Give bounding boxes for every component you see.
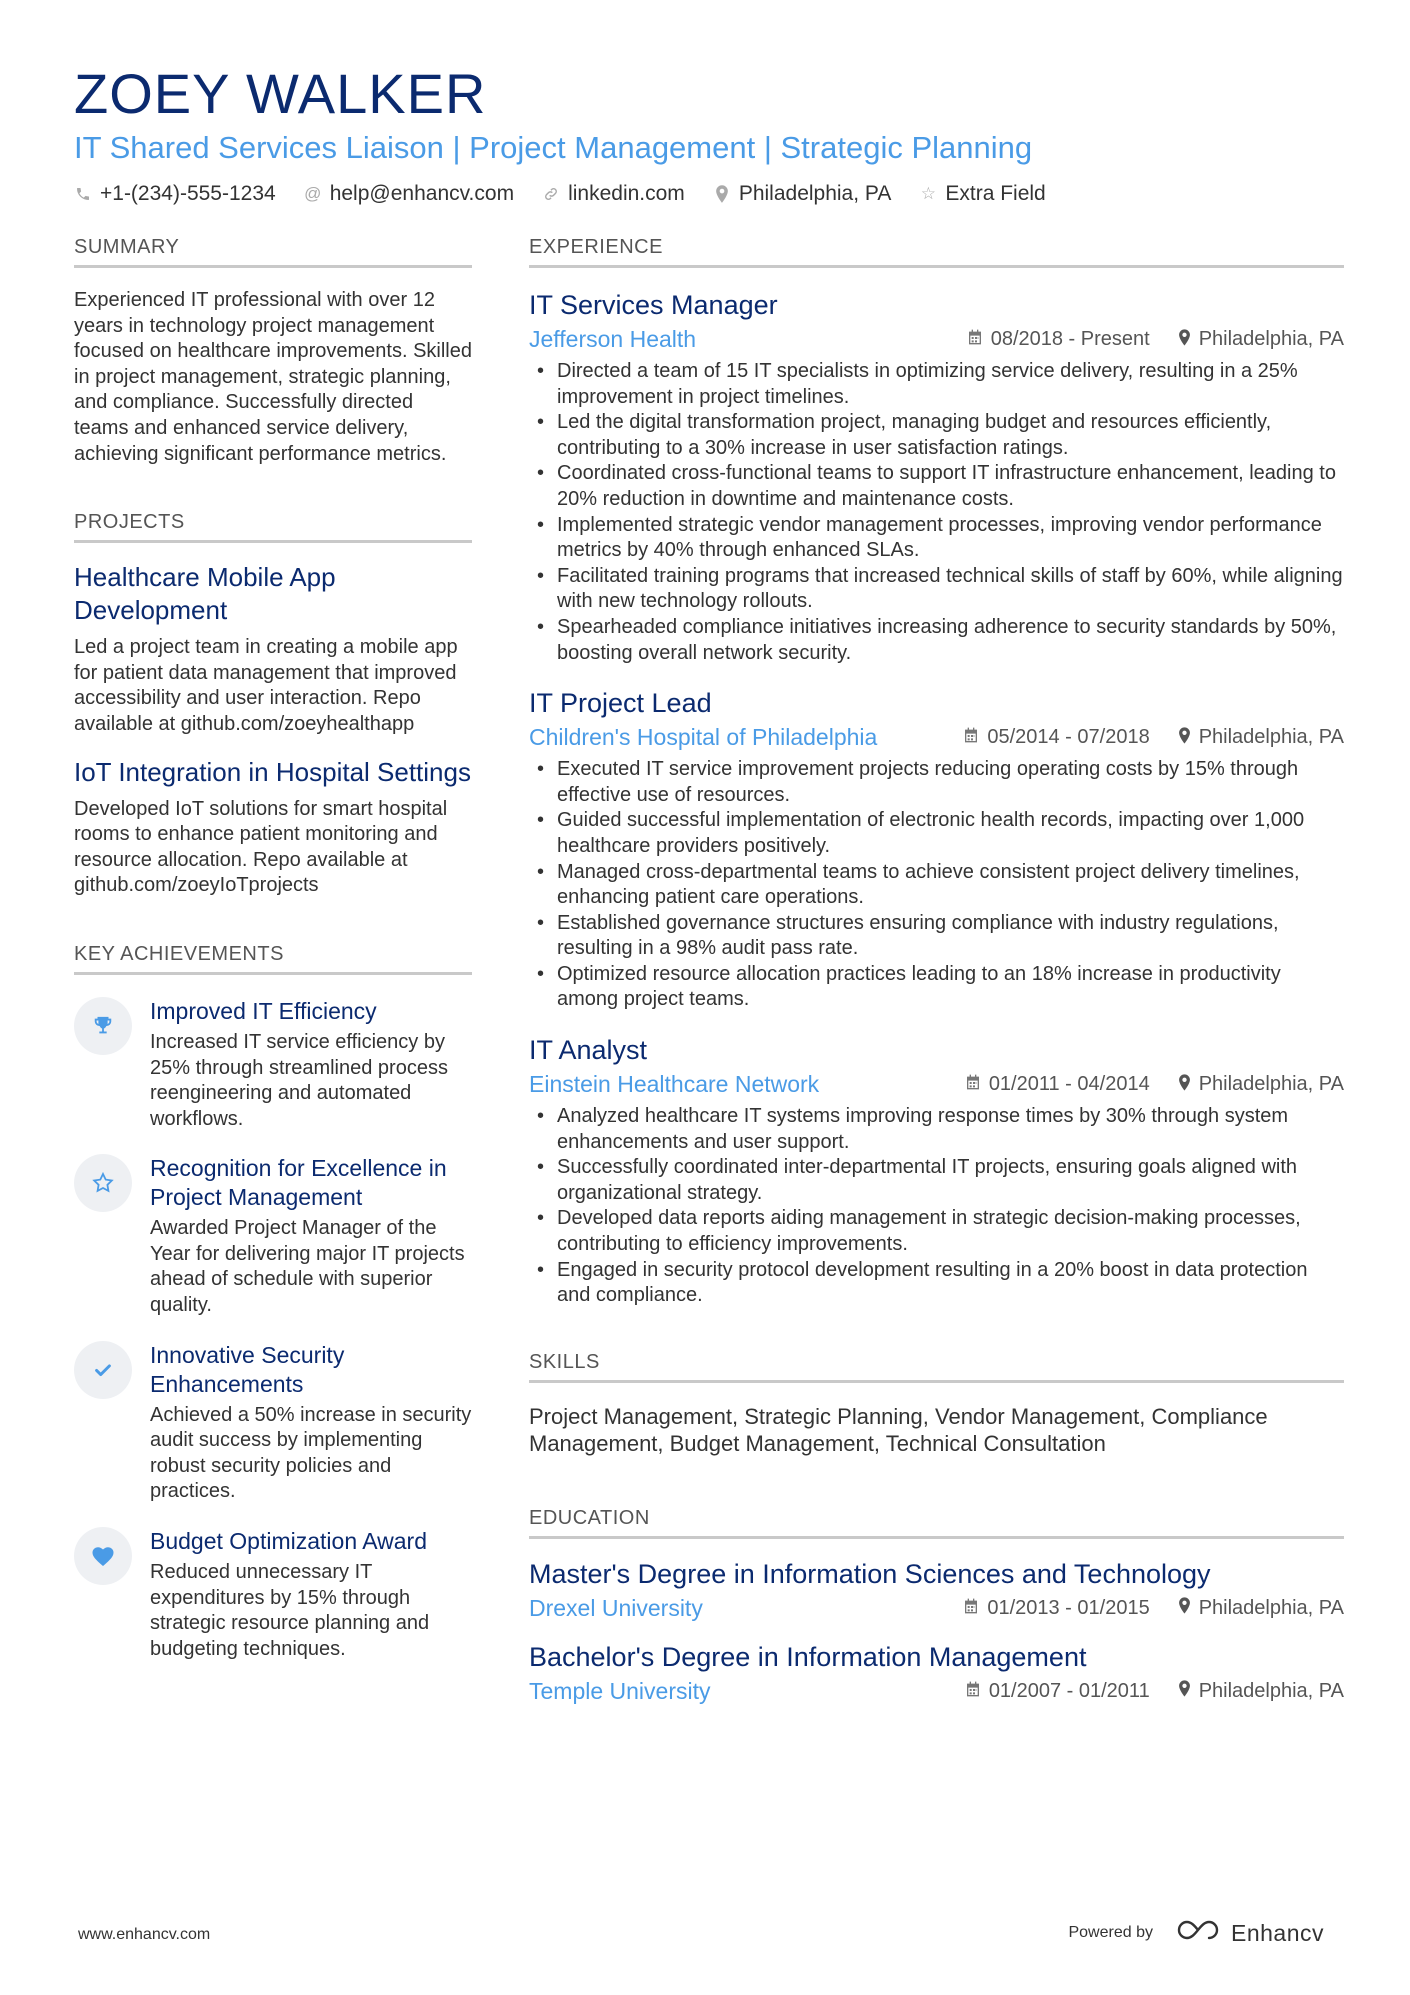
list-item: • Successfully coordinated inter-departmental IT projects, ensuring goals aligned with organizational strategy.: [529, 1155, 1344, 1206]
calendar-icon: [965, 1681, 981, 1702]
achievement-item: [74, 1527, 472, 1662]
job-dates: 01/2011 - 04/2014: [965, 1073, 1150, 1096]
school-name: Temple University: [529, 1677, 711, 1704]
job-title: IT Analyst: [529, 1035, 648, 1066]
location-pin-icon: [1178, 1680, 1191, 1702]
education-dates: 01/2013 - 01/2015: [963, 1597, 1149, 1620]
job-title: IT Services Manager: [529, 290, 778, 320]
achievement-item: [74, 1341, 472, 1505]
job-entry: [529, 686, 1344, 1013]
list-item: • Developed data reports aiding management in strategic decision-making processes, contributing to efficiency improvements.: [529, 1206, 1344, 1257]
education-meta: [529, 1595, 1344, 1622]
education-location: Philadelphia, PA: [1178, 1680, 1344, 1703]
education-entry: [529, 1640, 1344, 1705]
achievements-heading: KEY ACHIEVEMENTS: [74, 943, 472, 975]
contact-location: [713, 182, 892, 206]
list-item: • Optimized resource allocation practices leading to an 18% increase in productivity among project teams.: [529, 962, 1344, 1013]
calendar-icon: [963, 1598, 979, 1619]
job-bullets: [529, 757, 1344, 1013]
contact-location-text: Philadelphia, PA: [738, 182, 892, 205]
contact-extra: [919, 182, 1045, 206]
location-pin-icon: [1178, 727, 1191, 749]
list-item: • Directed a team of 15 IT specialists in optimizing service delivery, resulting in a 25% improvement in project timelines.: [529, 359, 1344, 410]
job-dates: 08/2018 - Present: [967, 328, 1150, 351]
list-item: • Managed cross-departmental teams to achieve consistent project delivery timelines, enhancing patient care operations.: [529, 860, 1344, 911]
achievement-title: Improved IT Efficiency: [150, 997, 377, 1024]
achievement-title: Innovative Security Enhancements: [150, 1341, 345, 1397]
heart-icon: [74, 1527, 132, 1585]
calendar-icon: [965, 1074, 981, 1095]
list-item: • Implemented strategic vendor management processes, improving vendor performance metrics by 40% through enhanced SLAs.: [529, 513, 1344, 564]
projects-heading: PROJECTS: [74, 511, 472, 543]
job-company: Einstein Healthcare Network: [529, 1071, 820, 1098]
list-item: • Analyzed healthcare IT systems improving response times by 30% through system enhancements and user support.: [529, 1104, 1344, 1155]
star-icon: [74, 1154, 132, 1212]
powered-by-text: Powered by: [1068, 1924, 1153, 1941]
project-item: [74, 756, 472, 899]
job-meta: [529, 326, 1344, 353]
achievement-desc: Awarded Project Manager of the Year for delivering major IT projects ahead of schedule with superior quality.: [150, 1217, 465, 1317]
contact-extra-text: Extra Field: [945, 182, 1046, 205]
education-section: [529, 1507, 1344, 1705]
summary-heading: SUMMARY: [74, 236, 472, 268]
job-location: Philadelphia, PA: [1178, 328, 1344, 351]
list-item: • Facilitated training programs that increased technical skills of staff by 60%, while aligning with new technology rollouts.: [529, 564, 1344, 615]
footer-website[interactable]: www.enhancv.com: [78, 1926, 211, 1943]
list-item: • Established governance structures ensuring compliance with industry regulations, resulting in a 98% audit pass rate.: [529, 911, 1344, 962]
job-title: IT Project Lead: [529, 688, 712, 719]
skills-text: Project Management, Strategic Planning, Vendor Management, Compliance Management, Budget Management, Technical Consultation: [529, 1403, 1268, 1456]
right-column: [529, 236, 1344, 1705]
location-pin-icon: [1178, 1074, 1191, 1096]
experience-section: [529, 236, 1344, 1309]
contact-email-text: help@enhancv.com: [329, 182, 515, 205]
achievement-desc: Achieved a 50% increase in security audit success by implementing robust security policies and practices.: [150, 1403, 472, 1503]
contact-row: [74, 182, 1344, 206]
education-dates: 01/2007 - 01/2011: [965, 1680, 1150, 1703]
list-item: • Coordinated cross-functional teams to support IT infrastructure enhancement, leading to 20% reduction in downtime and maintenance costs.: [529, 461, 1344, 512]
footer-branding: [1068, 1918, 1324, 1948]
list-item: • Spearheaded compliance initiatives increasing adherence to security standards by 50%, boosting overall network security.: [529, 615, 1344, 666]
skills-heading: SKILLS: [529, 1351, 1344, 1383]
job-company: Children's Hospital of Philadelphia: [529, 724, 878, 751]
candidate-name: ZOEY WALKER: [74, 62, 487, 125]
project-title: Healthcare Mobile App Development: [74, 562, 336, 626]
left-column: [74, 236, 472, 1662]
list-item: • Led the digital transformation project, managing budget and resources efficiently, contributing to a 30% increase in user satisfaction ratings.: [529, 410, 1344, 461]
job-meta: [529, 1071, 1344, 1098]
resume-header: [74, 62, 1344, 206]
job-bullets: [529, 359, 1344, 666]
achievement-item: [74, 997, 472, 1132]
project-item: [74, 561, 472, 737]
contact-phone[interactable]: [74, 182, 276, 206]
achievement-title: Budget Optimization Award: [150, 1528, 428, 1555]
list-item: • Executed IT service improvement projects reducing operating costs by 15% through effective use of resources.: [529, 757, 1344, 808]
contact-email[interactable]: [304, 182, 514, 206]
brand-name: Enhancv: [1230, 1919, 1324, 1946]
location-pin-icon: [713, 185, 731, 203]
project-desc: Developed IoT solutions for smart hospital rooms to enhance patient monitoring and resource allocation. Repo available at github.com/zoeyIoTprojects: [74, 797, 448, 897]
degree-title: Bachelor's Degree in Information Management: [529, 1641, 1087, 1672]
experience-heading: EXPERIENCE: [529, 236, 1344, 268]
location-pin-icon: [1178, 329, 1191, 351]
education-heading: EDUCATION: [529, 1507, 1344, 1539]
phone-icon: [74, 186, 92, 202]
calendar-icon: [967, 329, 983, 350]
job-dates: 05/2014 - 07/2018: [963, 726, 1149, 749]
location-pin-icon: [1178, 1597, 1191, 1619]
education-entry: [529, 1557, 1344, 1622]
contact-phone-text: +1-(234)-555-1234: [100, 182, 276, 205]
brand-logo[interactable]: [1175, 1918, 1324, 1948]
project-desc: Led a project team in creating a mobile app for patient data management that improved accessibility and user interaction. Repo available at github.com/zoeyhealthapp: [74, 636, 458, 735]
summary-section: [74, 236, 472, 467]
trophy-icon: [74, 997, 132, 1055]
summary-text: Experienced IT professional with over 12 years in technology project management focused on healthcare improvements. Skilled in project management, strategic planning, and compliance. Successfully directed teams and enhanced service delivery, achieving significant performance metrics.: [74, 289, 472, 465]
achievement-desc: Increased IT service efficiency by 25% through streamlined process reengineering and automated workflows.: [150, 1030, 448, 1130]
link-icon: [542, 186, 560, 202]
job-company: Jefferson Health: [529, 326, 697, 352]
job-location: Philadelphia, PA: [1178, 726, 1344, 749]
project-title: IoT Integration in Hospital Settings: [74, 756, 471, 787]
achievement-item: [74, 1154, 472, 1318]
star-icon: ☆: [920, 184, 936, 203]
job-entry: [529, 1033, 1344, 1309]
achievement-desc: Reduced unnecessary IT expenditures by 15% through strategic resource planning and budgeting techniques.: [150, 1561, 430, 1660]
contact-linkedin[interactable]: [542, 182, 685, 206]
education-meta: [529, 1678, 1344, 1705]
candidate-headline: IT Shared Services Liaison | Project Management | Strategic Planning: [74, 130, 1033, 165]
job-meta: [529, 724, 1344, 751]
at-icon: @: [304, 184, 322, 203]
job-location: Philadelphia, PA: [1178, 1073, 1344, 1096]
job-entry: [529, 288, 1344, 666]
contact-linkedin-text: linkedin.com: [568, 182, 685, 205]
education-location: Philadelphia, PA: [1178, 1597, 1344, 1620]
list-item: • Engaged in security protocol development resulting in a 20% boost in data protection and compliance.: [529, 1258, 1344, 1309]
achievements-section: [74, 943, 472, 1663]
checkmark-icon: [74, 1341, 132, 1399]
list-item: • Guided successful implementation of electronic health records, impacting over 1,000 healthcare providers positively.: [529, 808, 1344, 859]
job-bullets: [529, 1104, 1344, 1309]
degree-title: Master's Degree in Information Sciences and Technology: [529, 1558, 1211, 1589]
calendar-icon: [963, 727, 979, 748]
achievement-title: Recognition for Excellence in Project Management: [150, 1155, 447, 1211]
skills-section: [529, 1351, 1344, 1457]
school-name: Drexel University: [529, 1594, 703, 1621]
infinity-logo-icon: [1175, 1918, 1221, 1948]
projects-section: [74, 511, 472, 899]
